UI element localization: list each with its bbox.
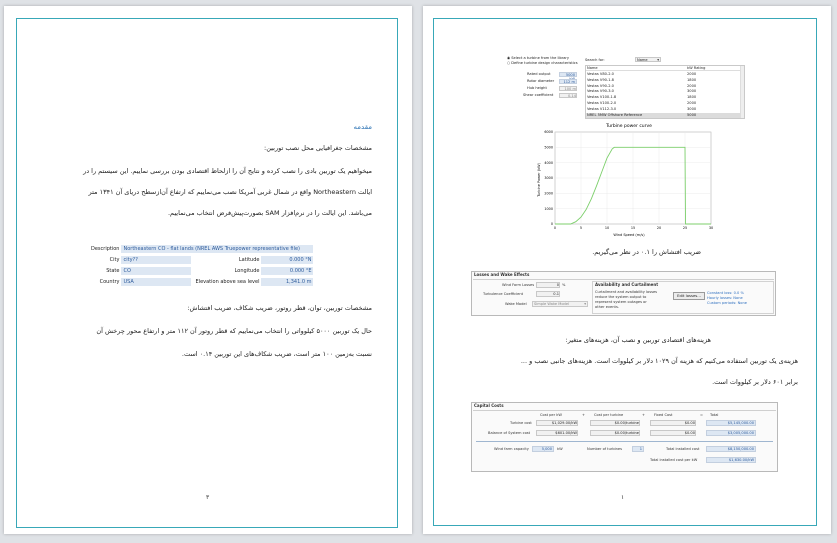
state-field[interactable]: CO: [121, 267, 191, 275]
turbine-kw: 3000: [687, 106, 697, 111]
avail-desc-3: represent system outages or: [595, 300, 647, 304]
turbine-name: Vestas V100-1.8: [587, 95, 617, 100]
losses-panel: [471, 271, 776, 316]
turbine-kw: 1800: [687, 95, 697, 100]
longitude-label: Longitude: [234, 268, 260, 274]
col-kw[interactable]: kW Rating: [687, 66, 706, 70]
hub-height-field[interactable]: 100 m: [559, 86, 577, 91]
col-plus-1: +: [582, 413, 586, 417]
constant-loss-text: Constant loss: 0.0 %: [707, 291, 744, 295]
y-tick-label: 3000: [544, 176, 553, 181]
col-cost-per-kw: Cost per kW: [540, 413, 562, 417]
longitude-field[interactable]: 0.000 °E: [261, 267, 313, 275]
capital-costs-panel: [471, 402, 778, 472]
latitude-field[interactable]: 0.000 °N: [261, 256, 313, 264]
bos-cost-per-turbine[interactable]: $0.00/turbine: [590, 430, 640, 436]
left-page: [4, 6, 412, 534]
capacity-label: Wind farm capacity: [494, 447, 529, 451]
x-tick-label: 25: [682, 226, 688, 230]
country-field[interactable]: USA: [121, 278, 191, 286]
chart-ylabel: Turbine Power (kW): [537, 163, 541, 197]
y-tick-label: 6000: [544, 130, 553, 135]
cost-title: هزینه‌های اقتصادی توربین و نصب آن، هزینه‌های متغیر:: [565, 336, 711, 344]
col-plus-2: +: [642, 413, 646, 417]
turbine-total: $5,145,000.00: [706, 420, 756, 426]
turbine-cost-per-kw[interactable]: $1,029.00/kW: [536, 420, 578, 426]
avail-desc-4: other events.: [595, 305, 619, 309]
turbine-kw: 3000: [687, 89, 697, 94]
city-field[interactable]: city??: [121, 256, 191, 264]
y-tick-label: 4000: [544, 160, 553, 165]
col-total: Total: [710, 413, 719, 417]
x-tick-label: 15: [630, 226, 636, 230]
bos-cost-per-kw[interactable]: $601.00/kW: [536, 430, 578, 436]
right-page: [423, 6, 831, 534]
y-tick-label: 0: [550, 222, 553, 227]
turbine-list-header: [586, 66, 744, 71]
capacity-unit: kW: [557, 447, 563, 451]
y-tick-label: 2000: [544, 191, 553, 196]
rotor-diameter-field[interactable]: 112 m: [559, 79, 577, 84]
turbulence-label: Turbulence Coefficient: [483, 292, 524, 296]
chevron-down-icon: ▾: [584, 302, 586, 306]
turbine-name: Vestas V90-3.0: [587, 89, 614, 94]
wake-model-dropdown[interactable]: Simple Wake Model ▾: [534, 302, 586, 306]
y-tick-label: 1000: [544, 206, 553, 211]
turbine-fixed-cost[interactable]: $0.00: [650, 420, 696, 426]
turbine-name: Vestas V112-3.0: [587, 106, 617, 111]
list-item[interactable]: [586, 95, 741, 100]
rotor-diameter-label: Rotor diameter: [527, 79, 555, 83]
x-tick-label: 30: [708, 226, 714, 230]
wind-farm-losses-label: Wind Farm Losses: [502, 283, 535, 287]
city-label: City: [109, 257, 120, 263]
site-info-table: [89, 242, 313, 289]
turbine-kw: 2000: [687, 101, 697, 105]
edit-losses-button[interactable]: Edit losses...: [673, 292, 705, 300]
shear-label: Shear coefficient: [523, 93, 554, 97]
bos-cost-label: Balance of System cost: [488, 431, 531, 435]
avail-desc-1: Curtailment and availability losses: [595, 290, 658, 294]
installed-per-kw-field: $1,630.00/kW: [706, 457, 756, 463]
hourly-losses-text: Hourly losses: None: [707, 296, 743, 300]
turbine-name: NREL 5MW Offshore Reference: [587, 112, 643, 117]
power-curve-chart: [533, 120, 715, 238]
num-turbines-label: Number of turbines: [587, 447, 622, 451]
country-label: Country: [99, 279, 120, 285]
list-item[interactable]: [586, 78, 741, 83]
avail-desc-2: reduce the system output to: [595, 295, 647, 299]
turbine-spec-line-2: نسبت به‌زمین ۱۰۰ متر است، ضریب شکاف‌های این توربین ۰.۱۴ است.: [181, 350, 372, 358]
avail-group: [592, 281, 774, 314]
intro-line-2: ایالت Northeastern واقع در شمال غربی آمریکا نصب می‌نماییم که ارتفاع آن‌ازسطح دریای آن ۱۳۴۱ متر: [88, 188, 372, 196]
capital-title: Capital Costs: [474, 403, 504, 408]
chart-title: Turbine power curve: [606, 124, 652, 129]
cost-line-2: برابر ۶۰۱ دلار بر کیلووات است.: [712, 378, 798, 386]
chevron-down-icon: ▾: [657, 58, 659, 62]
radio-library[interactable]: ◉ Select a turbine from the library: [507, 56, 570, 60]
list-scrollbar[interactable]: [740, 66, 744, 118]
turbulence-caption: ضریب افتشاش را ۰.۱ در نظر می‌گیریم.: [592, 248, 701, 256]
x-tick-label: 5: [579, 226, 583, 230]
search-dropdown[interactable]: Name ▾: [637, 58, 659, 62]
x-tick-label: 10: [604, 226, 610, 230]
losses-title-rule: [473, 279, 774, 280]
bos-fixed-cost[interactable]: $0.00: [650, 430, 696, 436]
wind-farm-losses-unit: %: [562, 283, 566, 287]
site-subheading: مشخصات جغرافیایی محل نصب توربین:: [264, 144, 372, 152]
list-item[interactable]: [586, 89, 741, 94]
turbine-name: Vestas V80-2.0: [587, 72, 614, 76]
search-label: Search for:: [585, 58, 605, 62]
page-number: ۱: [621, 494, 625, 501]
turbine-cost-label: Turbine cost: [510, 421, 532, 425]
turbine-kw: 5000: [687, 112, 697, 117]
turbine-kw: 1800: [687, 77, 697, 82]
losses-title: Losses and Wake Effects: [474, 272, 530, 277]
rated-output-label: Rated output: [527, 72, 551, 76]
col-name[interactable]: Name: [587, 66, 598, 70]
col-fixed-cost: Fixed Cost: [654, 413, 673, 417]
y-tick-label: 5000: [544, 145, 553, 150]
wake-model-label: Wake Model: [505, 302, 527, 306]
latitude-label: Latitude: [238, 257, 260, 263]
list-item[interactable]: [586, 84, 741, 89]
col-equals: =: [700, 413, 704, 417]
elevation-field[interactable]: 1,341.0 m: [261, 278, 313, 286]
intro-line-3: می‌باشد. این ایالت را در نرم‌افزار SAM بصورت‌پیش‌فرض انتخاب می‌نماییم.: [167, 209, 372, 217]
wind-farm-losses-field[interactable]: 0: [536, 282, 560, 288]
list-item[interactable]: [586, 101, 741, 106]
x-tick-label: 0: [553, 226, 557, 230]
intro-line-1: میخواهیم یک توربین بادی را نصب کرده و نتایج آن را ازلحاظ اقتصادی بودن بررسی نماییم. این سیستم را در: [83, 167, 372, 175]
avail-title: Availability and Curtailment: [595, 282, 659, 287]
description-label: Description: [91, 246, 120, 252]
section-heading: مقدمه: [353, 123, 372, 131]
turbine-kw: 2000: [687, 83, 697, 88]
elevation-label: Elevation above sea level: [195, 279, 260, 285]
col-cost-per-turbine: Cost per turbine: [594, 413, 624, 417]
turbine-name: Vestas V90-1.8: [587, 77, 614, 82]
rated-output-field[interactable]: 5000: [559, 72, 577, 77]
list-item[interactable]: [586, 107, 741, 112]
custom-periods-text: Custom periods: None: [707, 301, 747, 305]
turbine-cost-per-turbine[interactable]: $0.00/turbine: [590, 420, 640, 426]
capital-title-rule: [473, 410, 776, 411]
installed-cost-field: $8,150,000.00: [706, 446, 756, 452]
installed-per-kw-label: Total installed cost per kW: [650, 458, 698, 462]
turbine-spec-title: مشخصات توربین، توان، قطر روتور، ضریب شکاف، ضریب افتشاش:: [187, 304, 372, 312]
capital-divider: [476, 441, 773, 442]
num-turbines-field: 1: [632, 446, 644, 452]
list-item[interactable]: [586, 72, 741, 77]
chart-xlabel: Wind Speed (m/s): [613, 233, 645, 237]
radio-define[interactable]: ○ Define turbine design characteristics: [507, 61, 578, 65]
turbine-name: Vestas V100-2.0: [587, 101, 617, 105]
turbine-select-panel: [505, 54, 747, 120]
capacity-field: 5,000: [532, 446, 554, 452]
description-field[interactable]: Northeastern CO - flat lands (NREL AWS Truepower representative file): [121, 245, 313, 253]
x-tick-label: 20: [656, 226, 662, 230]
state-label: State: [106, 268, 120, 274]
bos-total: $3,005,000.00: [706, 430, 756, 436]
turbine-spec-line-1: حال یک توربین ۵۰۰۰ کیلوواتی را انتخاب می‌نماییم که قطر روتور آن ۱۱۲ متر و ارتفاع محور چرخش آن: [96, 327, 372, 335]
page-number: ۳: [206, 494, 210, 501]
installed-cost-label: Total installed cost: [666, 447, 700, 451]
list-item[interactable]: [586, 113, 741, 118]
cost-line-1: هزینه‌ی یک توربین استفاده می‌کنیم که هزینه آن ۱۰۲۹ دلار بر کیلووات است. هزینه‌های جانبی نصب و ...: [520, 357, 798, 365]
shear-field[interactable]: 0.14: [559, 93, 577, 98]
turbine-list[interactable]: [585, 65, 745, 119]
turbine-kw: 2000: [687, 72, 697, 76]
turbine-name: Vestas V90-2.0: [587, 83, 614, 88]
turbulence-field[interactable]: 0.1: [536, 291, 560, 297]
hub-height-label: Hub height: [527, 86, 547, 90]
